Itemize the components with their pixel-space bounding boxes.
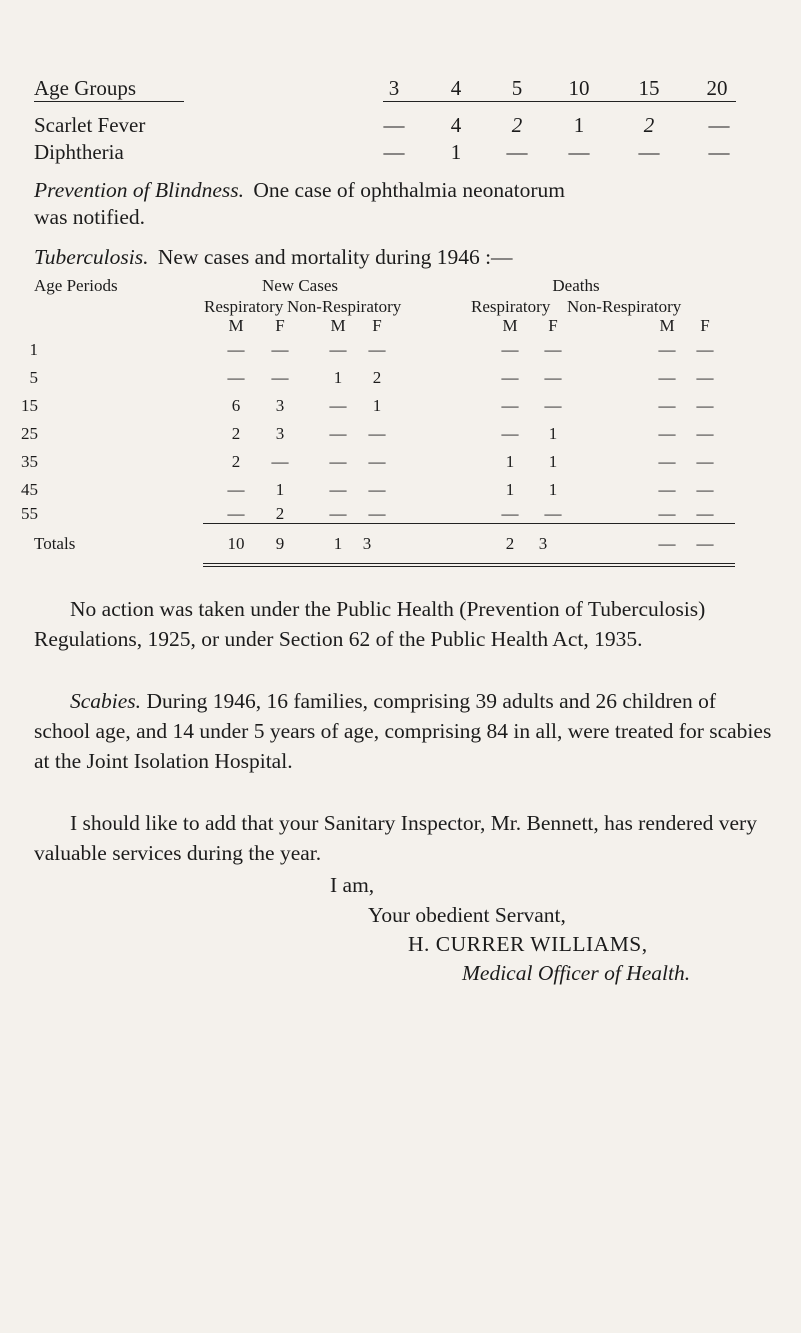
table-cell: 1 [450, 140, 462, 164]
table-cell: 10 [227, 534, 245, 553]
table-cell: 2 [231, 452, 241, 471]
col-f: F [372, 316, 382, 335]
table-row [0, 424, 801, 452]
table-cell: — [696, 534, 714, 553]
closing-paragraph: I should like to add that your Sanitary Inspector, Mr. Bennett, has rendered very valuable services during the year. [34, 811, 757, 865]
deaths-label: Deaths [552, 276, 600, 295]
table-cell: — [227, 368, 245, 387]
deaths-non-respiratory-label: Non-Respiratory [567, 297, 682, 316]
table-cell: — [708, 113, 730, 137]
table-cell: 1 [548, 424, 558, 443]
table-cell: — [501, 424, 519, 443]
blindness-text: One case of ophthalmia neonatorum [253, 178, 566, 202]
new-cases-label: New Cases [261, 276, 338, 295]
tb-heading: Tuberculosis. [34, 245, 149, 269]
table-cell: — [658, 368, 676, 387]
table-row [0, 504, 801, 532]
table-cell: — [544, 340, 562, 359]
age-10: 10 [568, 76, 590, 100]
table-cell: 2 [275, 504, 285, 523]
table-cell: — [501, 368, 519, 387]
age-20: 20 [706, 76, 728, 100]
table-cell: — [271, 340, 289, 359]
table-cell: — [271, 452, 289, 471]
totals-rule-bottom-2 [203, 566, 735, 567]
row-label-diphtheria: Diphtheria [34, 140, 124, 164]
table-cell: — [368, 480, 386, 499]
table-cell: — [329, 452, 347, 471]
col-f: F [548, 316, 558, 335]
col-m: M [228, 316, 244, 335]
blindness-line1 [34, 178, 565, 203]
table-cell: — [696, 340, 714, 359]
age-period: 55 [21, 504, 38, 523]
table-cell: 1 [333, 368, 343, 387]
table-cell: — [568, 140, 590, 164]
table-row [0, 452, 801, 480]
i-am: I am, [330, 873, 375, 897]
col-m: M [330, 316, 346, 335]
table-cell: 1 [548, 480, 558, 499]
age-period: 35 [21, 452, 38, 471]
age-15: 15 [638, 76, 660, 100]
table-cell: — [227, 504, 245, 523]
table-cell: — [658, 534, 676, 553]
table-cell: — [544, 396, 562, 415]
age-period: 5 [29, 368, 38, 387]
table-cell: 3 [275, 424, 285, 443]
new-respiratory-label: Respiratory [204, 297, 284, 316]
table-cell: 1 [275, 480, 285, 499]
blindness-line2: was notified. [34, 205, 146, 229]
table-cell: — [271, 368, 289, 387]
tb-intro-text: New cases and mortality during 1946 :— [157, 245, 513, 269]
age-5: 5 [511, 76, 523, 100]
table-cell: — [658, 396, 676, 415]
table-cell: — [658, 504, 676, 523]
table-cell: — [638, 140, 660, 164]
col-f: F [700, 316, 710, 335]
table-cell: — [544, 368, 562, 387]
table-cell: 1 [333, 534, 343, 553]
age-4: 4 [450, 76, 462, 100]
totals-rule-top [203, 523, 735, 524]
tb-regulations-paragraph: No action was taken under the Public Health (Prevention of Tuberculosis) Regulations, 1925, or under Section 62 of the Public Health Act, 1935. [34, 597, 706, 651]
table-cell: 3 [275, 396, 285, 415]
signature: H. CURRER WILLIAMS, [408, 932, 648, 956]
col-m: M [502, 316, 518, 335]
table-cell: — [329, 480, 347, 499]
table-cell: 1 [372, 396, 382, 415]
table-row [0, 396, 801, 424]
table-row [0, 340, 801, 368]
table-cell: 1 [505, 452, 515, 471]
table-cell: — [658, 424, 676, 443]
valediction: Your obedient Servant, [368, 903, 566, 927]
table-cell: — [696, 504, 714, 523]
age-groups-label: Age Groups [34, 76, 137, 100]
age-periods-label: Age Periods [34, 276, 118, 295]
ages-underline [383, 101, 736, 102]
table-cell: — [227, 480, 245, 499]
table-cell: 2 [643, 113, 655, 137]
table-cell: — [501, 504, 519, 523]
col-f: F [275, 316, 285, 335]
table-cell: — [227, 340, 245, 359]
table-cell: — [696, 480, 714, 499]
table-row [0, 368, 801, 396]
tb-intro [34, 245, 513, 270]
table-cell: — [383, 113, 405, 137]
age-groups-underline [34, 101, 184, 102]
table-cell: — [368, 452, 386, 471]
table-cell: — [329, 424, 347, 443]
col-m: M [659, 316, 675, 335]
table-cell: — [329, 396, 347, 415]
table-cell: 1 [573, 113, 585, 137]
deaths-respiratory-label: Respiratory [471, 297, 551, 316]
table-cell: 3 [362, 534, 372, 553]
totals-rule-bottom-1 [203, 563, 735, 564]
blindness-heading: Prevention of Blindness. [34, 178, 244, 202]
scabies-heading: Scabies. [70, 689, 142, 713]
row-label-scarlet-fever: Scarlet Fever [34, 113, 146, 137]
scabies-text: During 1946, 16 families, comprising 39 adults and 26 children of school age, and 14 under 5 years of age, comprising 84 in all, were treated for scabies at the Joint Isolation Hospital. [34, 689, 772, 773]
table-cell: — [383, 140, 405, 164]
table-cell: 1 [548, 452, 558, 471]
table-cell: — [329, 504, 347, 523]
age-period: 1 [29, 340, 38, 359]
table-cell: — [368, 504, 386, 523]
age-period: 25 [21, 424, 38, 443]
table-cell: — [708, 140, 730, 164]
table-cell: 1 [505, 480, 515, 499]
table-cell: — [658, 340, 676, 359]
table-cell: — [696, 424, 714, 443]
table-cell: 4 [450, 113, 462, 137]
table-cell: — [501, 396, 519, 415]
table-cell: 2 [505, 534, 515, 553]
table-cell: — [329, 340, 347, 359]
table-cell: — [506, 140, 528, 164]
table-cell: 6 [231, 396, 241, 415]
table-cell: — [658, 452, 676, 471]
table-cell: — [696, 368, 714, 387]
totals-label: Totals [34, 534, 76, 553]
table-cell: 9 [275, 534, 285, 553]
table-cell: — [368, 340, 386, 359]
table-cell: — [658, 480, 676, 499]
signatory-title: Medical Officer of Health. [462, 961, 691, 985]
table-cell: — [544, 504, 562, 523]
new-non-respiratory-label: Non-Respiratory [287, 297, 402, 316]
table-cell: — [696, 396, 714, 415]
table-cell: — [368, 424, 386, 443]
table-cell: 2 [231, 424, 241, 443]
table-cell: 2 [511, 113, 523, 137]
table-cell: 3 [538, 534, 548, 553]
age-period: 45 [21, 480, 38, 499]
scabies-paragraph [34, 686, 774, 776]
totals-row [0, 534, 801, 562]
table-cell: — [501, 340, 519, 359]
age-3: 3 [388, 76, 400, 100]
table-cell: 2 [372, 368, 382, 387]
age-period: 15 [21, 396, 38, 415]
table-cell: — [696, 452, 714, 471]
